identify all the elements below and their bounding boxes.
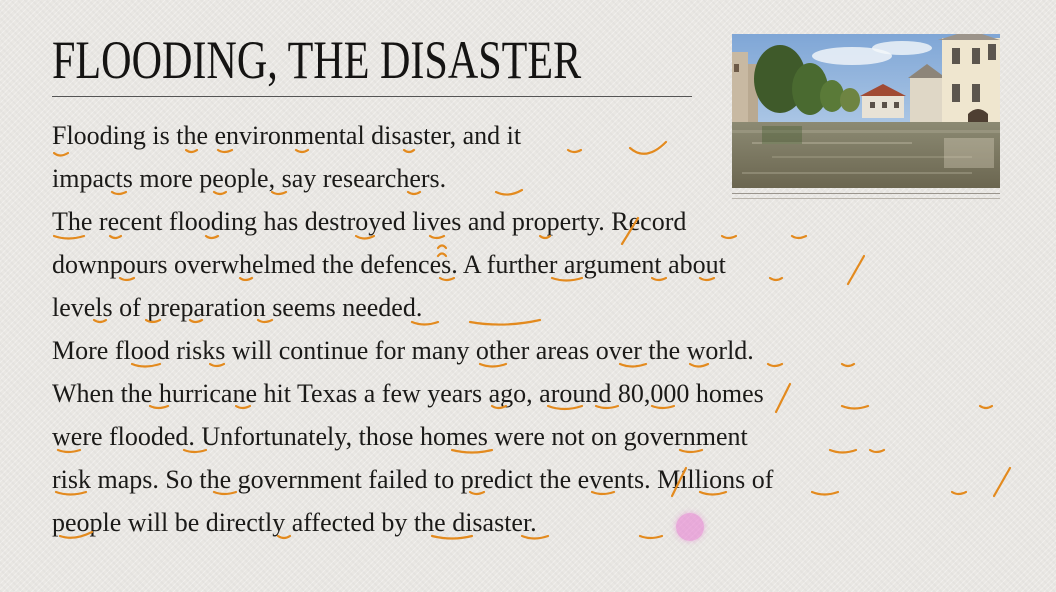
laser-pointer	[676, 513, 704, 541]
slide-title: FLOODING, THE DISASTER	[52, 30, 582, 90]
text-line: More flood risks will continue for many other areas over the world.	[52, 336, 754, 365]
title-divider	[52, 96, 692, 97]
text-line: levels of preparation seems needed.	[52, 293, 423, 322]
text-line: downpours overwhelmed the defences. A further argument about	[52, 250, 726, 279]
text-line: risk maps. So the government failed to predict the events. Millions of	[52, 465, 774, 494]
body-paragraph	[52, 114, 1012, 544]
text-line: When the hurricane hit Texas a few years ago, around 80,000 homes	[52, 379, 764, 408]
text-line: Flooding is the environmental disaster, and it	[52, 121, 522, 150]
text-line: The recent flooding has destroyed lives and property. Record	[52, 207, 687, 236]
text-line: people will be directly affected by the disaster.	[52, 508, 537, 537]
text-line: were flooded. Unfortunately, those homes were not on government	[52, 422, 748, 451]
text-line: impacts more people, say researchers.	[52, 164, 447, 193]
